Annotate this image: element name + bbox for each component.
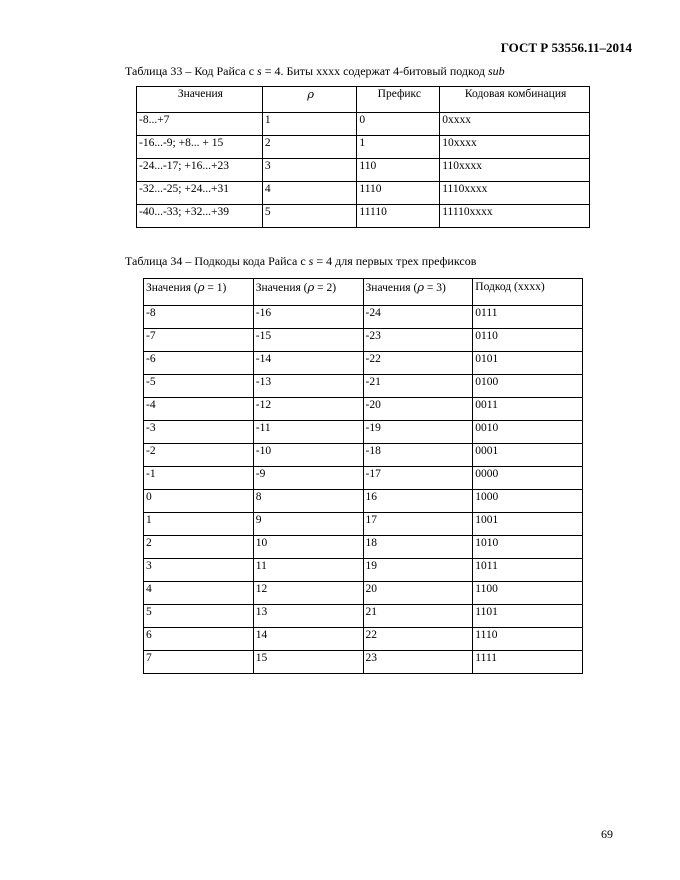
table-33-caption-prefix: Таблица 33 – Код Райса с: [125, 64, 258, 78]
table-cell: 3: [262, 159, 357, 182]
table-cell: -24: [363, 306, 473, 329]
table-row: [144, 306, 583, 329]
table-row: [144, 651, 583, 674]
table-cell: 11110: [357, 205, 440, 228]
table-cell: 0xxxx: [440, 113, 590, 136]
table-row: [137, 136, 590, 159]
table-row: [137, 182, 590, 205]
table-cell: 5: [262, 205, 357, 228]
table-cell: -7: [144, 329, 254, 352]
table-34-header-row: [144, 279, 583, 306]
rho-symbol: ρ: [307, 87, 314, 101]
table-33-caption-sub: sub: [488, 64, 505, 78]
table-cell: 15: [253, 651, 363, 674]
table-34-header-rho2: [253, 279, 363, 306]
table-cell: 110: [357, 159, 440, 182]
table-cell: 0001: [473, 444, 583, 467]
table-row: [137, 113, 590, 136]
document-id: ГОСТ Р 53556.11–2014: [500, 40, 632, 55]
table-cell: 21: [363, 605, 473, 628]
table-33-caption-mid: = 4. Биты xxxx содержат 4-битовый подкод: [261, 64, 488, 78]
table-cell: 11110xxxx: [440, 205, 590, 228]
table-cell: 110xxxx: [440, 159, 590, 182]
table-cell: 10xxxx: [440, 136, 590, 159]
header-eq: = 2): [317, 282, 337, 294]
header-label: Значения (: [365, 282, 418, 294]
page-number: 69: [601, 827, 613, 841]
table-cell: 1101: [473, 605, 583, 628]
table-row: [144, 444, 583, 467]
rho-symbol: ρ: [417, 280, 425, 294]
table-row: [144, 329, 583, 352]
table-34-header-rho1: [144, 279, 254, 306]
table-cell: 7: [144, 651, 254, 674]
table-row: [144, 559, 583, 582]
table-row: [144, 467, 583, 490]
table-33-header-row: [137, 87, 590, 113]
table-cell: 1111: [473, 651, 583, 674]
table-33-header-values: Значения: [137, 87, 263, 113]
table-cell: 0000: [473, 467, 583, 490]
table-cell: 2: [144, 536, 254, 559]
table-cell: -11: [253, 421, 363, 444]
table-cell: 0: [144, 490, 254, 513]
table-cell: -24...-17; +16...+23: [137, 159, 263, 182]
table-cell: -5: [144, 375, 254, 398]
table-cell: 4: [262, 182, 357, 205]
table-33-header-prefix: Префикс: [357, 87, 440, 113]
header-label: Значения (: [255, 282, 308, 294]
table-cell: 1: [357, 136, 440, 159]
table-cell: 12: [253, 582, 363, 605]
table-cell: -16: [253, 306, 363, 329]
table-cell: -2: [144, 444, 254, 467]
table-cell: 10: [253, 536, 363, 559]
table-cell: -16...-9; +8... + 15: [137, 136, 263, 159]
table-cell: 0100: [473, 375, 583, 398]
table-cell: 0110: [473, 329, 583, 352]
table-cell: 19: [363, 559, 473, 582]
table-cell: 23: [363, 651, 473, 674]
header-label: Значения (: [146, 282, 198, 294]
table-row: [144, 421, 583, 444]
table-row: [144, 375, 583, 398]
table-cell: 20: [363, 582, 473, 605]
table-cell: 1011: [473, 559, 583, 582]
table-cell: 2: [262, 136, 357, 159]
table-cell: 4: [144, 582, 254, 605]
table-cell: 9: [253, 513, 363, 536]
table-cell: 6: [144, 628, 254, 651]
table-cell: 1: [262, 113, 357, 136]
table-cell: 16: [363, 490, 473, 513]
table-33-caption: [125, 64, 505, 79]
table-34-caption-prefix: Таблица 34 – Подкоды кода Райса с: [125, 254, 309, 268]
table-cell: 13: [253, 605, 363, 628]
table-cell: 1110xxxx: [440, 182, 590, 205]
rho-symbol: ρ: [307, 280, 315, 294]
table-cell: -10: [253, 444, 363, 467]
table-34-caption-rest: = 4 для первых трех префиксов: [313, 254, 477, 268]
table-cell: -1: [144, 467, 254, 490]
table-34-caption-var: s: [308, 254, 314, 268]
table-cell: 11: [253, 559, 363, 582]
table-cell: 3: [144, 559, 254, 582]
table-cell: -9: [253, 467, 363, 490]
table-34: [143, 278, 583, 674]
header-eq: = 1): [207, 282, 227, 294]
table-row: [144, 628, 583, 651]
table-cell: -19: [363, 421, 473, 444]
table-row: [144, 490, 583, 513]
table-cell: 17: [363, 513, 473, 536]
table-33-header-rho: [262, 87, 357, 113]
table-cell: 1: [144, 513, 254, 536]
table-33-header-codeword: Кодовая комбинация: [440, 87, 590, 113]
table-cell: -22: [363, 352, 473, 375]
table-cell: -12: [253, 398, 363, 421]
table-cell: -40...-33; +32...+39: [137, 205, 263, 228]
table-row: [144, 352, 583, 375]
table-cell: -14: [253, 352, 363, 375]
table-cell: 1110: [473, 628, 583, 651]
header-eq: = 3): [426, 282, 446, 294]
table-cell: 1001: [473, 513, 583, 536]
table-cell: 22: [363, 628, 473, 651]
table-row: [144, 398, 583, 421]
table-cell: 0111: [473, 306, 583, 329]
table-cell: 1100: [473, 582, 583, 605]
table-cell: -4: [144, 398, 254, 421]
table-cell: -17: [363, 467, 473, 490]
table-cell: 0010: [473, 421, 583, 444]
table-cell: 0101: [473, 352, 583, 375]
table-33-caption-var: s: [257, 64, 262, 78]
table-cell: -18: [363, 444, 473, 467]
table-cell: 5: [144, 605, 254, 628]
table-34-header-subcode: Подкод (xxxx): [473, 279, 583, 306]
table-cell: 18: [363, 536, 473, 559]
rho-symbol: ρ: [197, 280, 205, 294]
table-cell: 0: [357, 113, 440, 136]
table-row: [137, 159, 590, 182]
table-cell: -8...+7: [137, 113, 263, 136]
table-cell: -8: [144, 306, 254, 329]
table-row: [144, 605, 583, 628]
table-row: [137, 205, 590, 228]
table-cell: -6: [144, 352, 254, 375]
table-33-body: [137, 113, 590, 228]
table-cell: 1000: [473, 490, 583, 513]
table-cell: 0011: [473, 398, 583, 421]
table-34-caption: [125, 254, 476, 269]
table-cell: -3: [144, 421, 254, 444]
table-cell: 8: [253, 490, 363, 513]
table-34-header-rho3: [363, 279, 473, 306]
table-cell: -15: [253, 329, 363, 352]
table-33: [136, 86, 590, 228]
table-cell: 1110: [357, 182, 440, 205]
table-cell: -13: [253, 375, 363, 398]
table-cell: -20: [363, 398, 473, 421]
table-cell: -32...-25; +24...+31: [137, 182, 263, 205]
table-cell: -21: [363, 375, 473, 398]
table-34-body: [144, 306, 583, 674]
table-row: [144, 513, 583, 536]
table-row: [144, 536, 583, 559]
table-cell: 1010: [473, 536, 583, 559]
table-cell: 14: [253, 628, 363, 651]
table-cell: -23: [363, 329, 473, 352]
table-row: [144, 582, 583, 605]
